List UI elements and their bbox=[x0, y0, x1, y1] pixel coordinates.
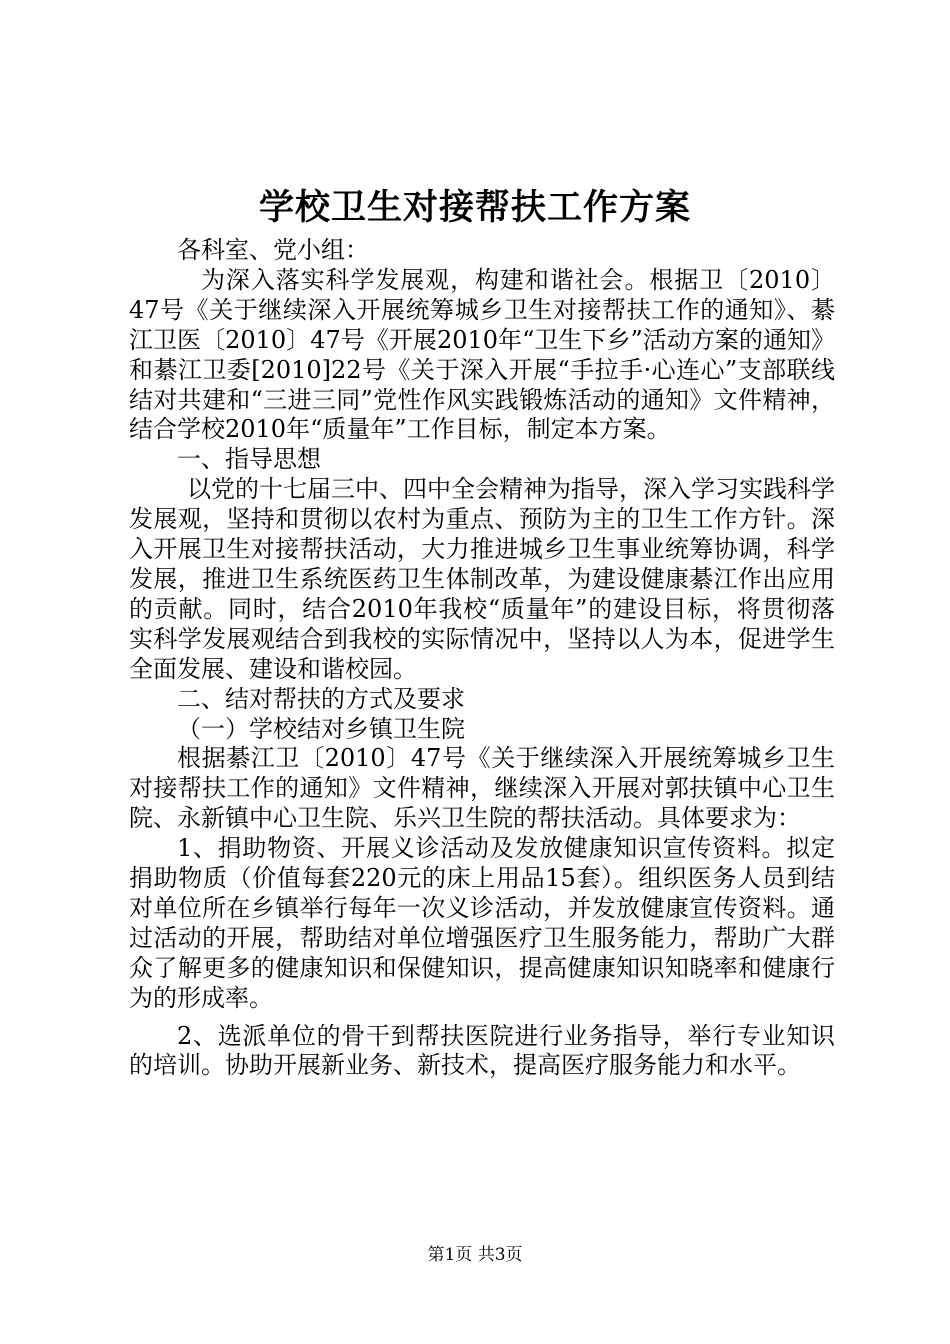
section-heading-pairing-methods: 二、结对帮扶的方式及要求 bbox=[177, 684, 465, 713]
section-heading-guiding-thought: 一、指导思想 bbox=[177, 445, 321, 474]
intro-paragraph: 为深入落实科学发展观，构建和谐社会。根据卫〔2010〕47号《关于继续深入开展统筹城乡卫生对接帮扶工作的通知》、綦江卫医〔2010〕47号《开展2010年“卫生下乡”活动方案的通知》和綦江卫委[2010]22号《关于深入开展“手拉手·心连心”支部联线结对共建和“三进三同”党性作风实践锻炼活动的通知》文件精神，结合学校2010年“质量年”工作目标，制定本方案。 bbox=[129, 265, 835, 444]
document-body bbox=[129, 236, 835, 1081]
salutation: 各科室、党小组： bbox=[177, 236, 369, 264]
page-number-footer: 第1页 共3页 bbox=[427, 1245, 523, 1265]
document-title: 学校卫生对接帮扶工作方案 bbox=[258, 187, 691, 228]
school-pairing-paragraph: 根据綦江卫〔2010〕47号《关于继续深入开展统筹城乡卫生对接帮扶工作的通知》文件精神，继续深入开展对郭扶镇中心卫生院、永新镇中心卫生院、乐兴卫生院的帮扶活动。具体要求为： bbox=[129, 744, 835, 833]
subsection-heading-school-pairing: （一）学校结对乡镇卫生院 bbox=[177, 714, 465, 743]
requirement-item-1: 1、捐助物资、开展义诊活动及发放健康知识宣传资料。拟定捐助物质（价值每套220元的床上用品15套）。组织医务人员到结对单位所在乡镇举行每年一次义诊活动，并发放健康宣传资料。通过活动的开展，帮助结对单位增强医疗卫生服务能力，帮助广大群众了解更多的健康知识和保健知识，提高健康知识知晓率和健康行为的形成率。 bbox=[129, 834, 835, 1012]
requirement-item-2: 2、选派单位的骨干到帮扶医院进行业务指导，举行专业知识的培训。协助开展新业务、新技术，提高医疗服务能力和水平。 bbox=[129, 1021, 835, 1080]
guiding-thought-paragraph: 以党的十七届三中、四中全会精神为指导，深入学习实践科学发展观，坚持和贯彻以农村为重点、预防为主的卫生工作方针。深入开展卫生对接帮扶活动，大力推进城乡卫生事业统筹协调，科学发展，推进卫生系统医药卫生体制改革，为建设健康綦江作出应用的贡献。同时，结合2010年我校“质量年”的建设目标，将贯彻落实科学发展观结合到我校的实际情况中，坚持以人为本，促进学生全面发展、建设和谐校园。 bbox=[129, 475, 835, 683]
